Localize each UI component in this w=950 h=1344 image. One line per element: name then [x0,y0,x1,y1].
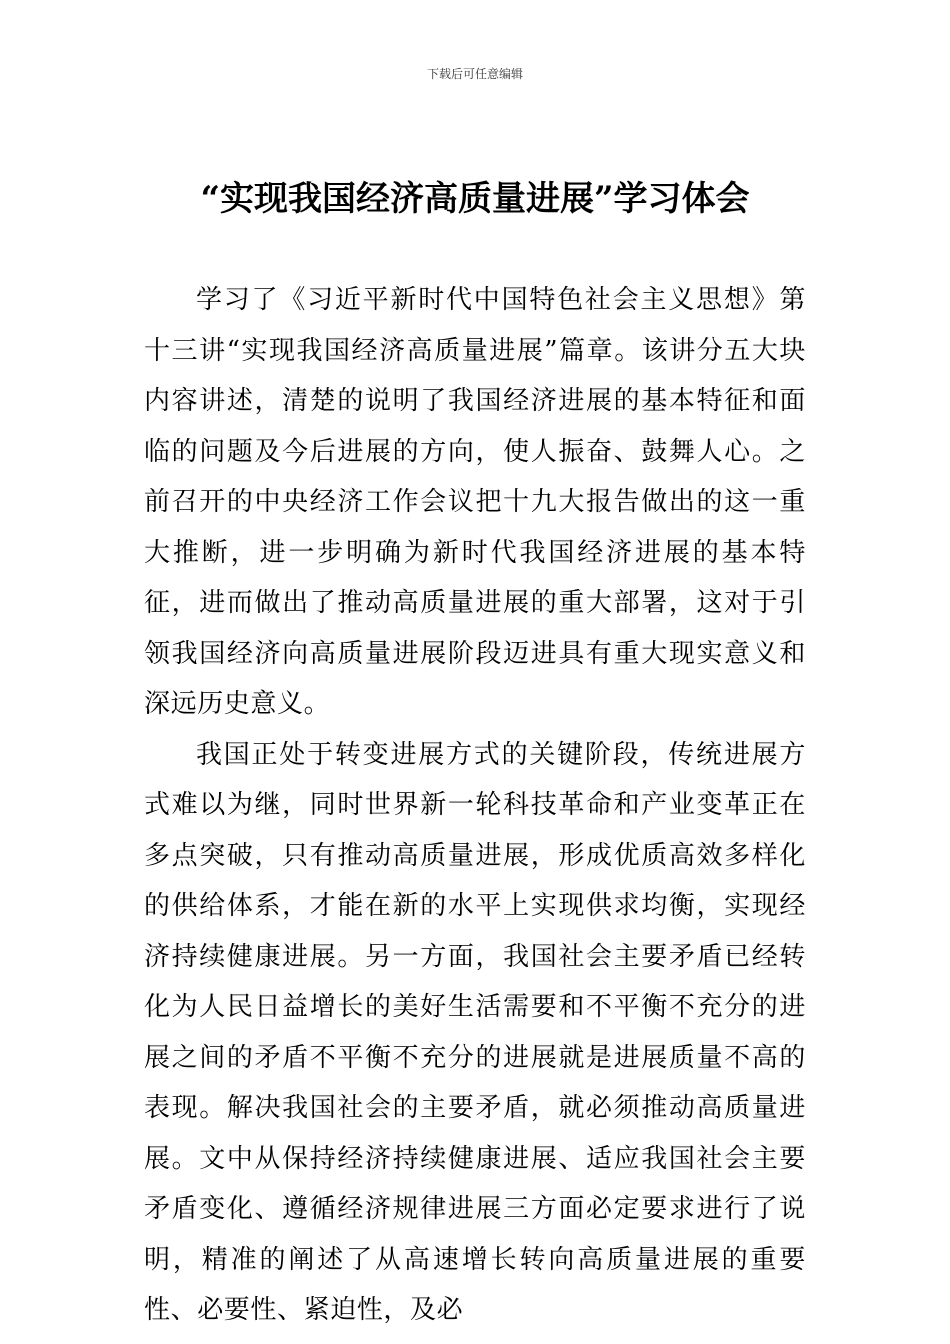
header-note: 下载后可任意编辑 [426,67,523,81]
paragraph-1: 学习了《习近平新时代中国特色社会主义思想》第十三讲“实现我国经济高质量进展”篇章。该讲分五大块内容讲述，清楚的说明了我国经济进展的基本特征和面临的问题及今后进展的方向，使人振奋、鼓舞人心。之前召开的中央经济工作会议把十九大报告做出的这一重大推断，进一步明确为新时代我国经济进展的基本特征，进而做出了推动高质量进展的重大部署，这对于引领我国经济向高质量进展阶段迈进具有重大现实意义和深远历史意义。 [144,285,806,719]
paragraph-2: 我国正处于转变进展方式的关键阶段，传统进展方式难以为继，同时世界新一轮科技革命和产业变革正在多点突破，只有推动高质量进展，形成优质高效多样化的供给体系，才能在新的水平上实现供求均衡，实现经济持续健康进展。另一方面，我国社会主要矛盾已经转化为人民日益增长的美好生活需要和不平衡不充分的进展之间的矛盾不平衡不充分的进展就是进展质量不高的表现。解决我国社会的主要矛盾，就必须推动高质量进展。文中从保持经济持续健康进展、适应我国社会主要矛盾变化、遵循经济规律进展三方面必定要求进行了说明，精准的阐述了从高速增长转向高质量进展的重要性、必要性、紧迫性，及必 [144,739,806,1325]
document-title: “实现我国经济高质量进展”学习体会 [200,179,750,219]
document-body [144,275,806,1336]
